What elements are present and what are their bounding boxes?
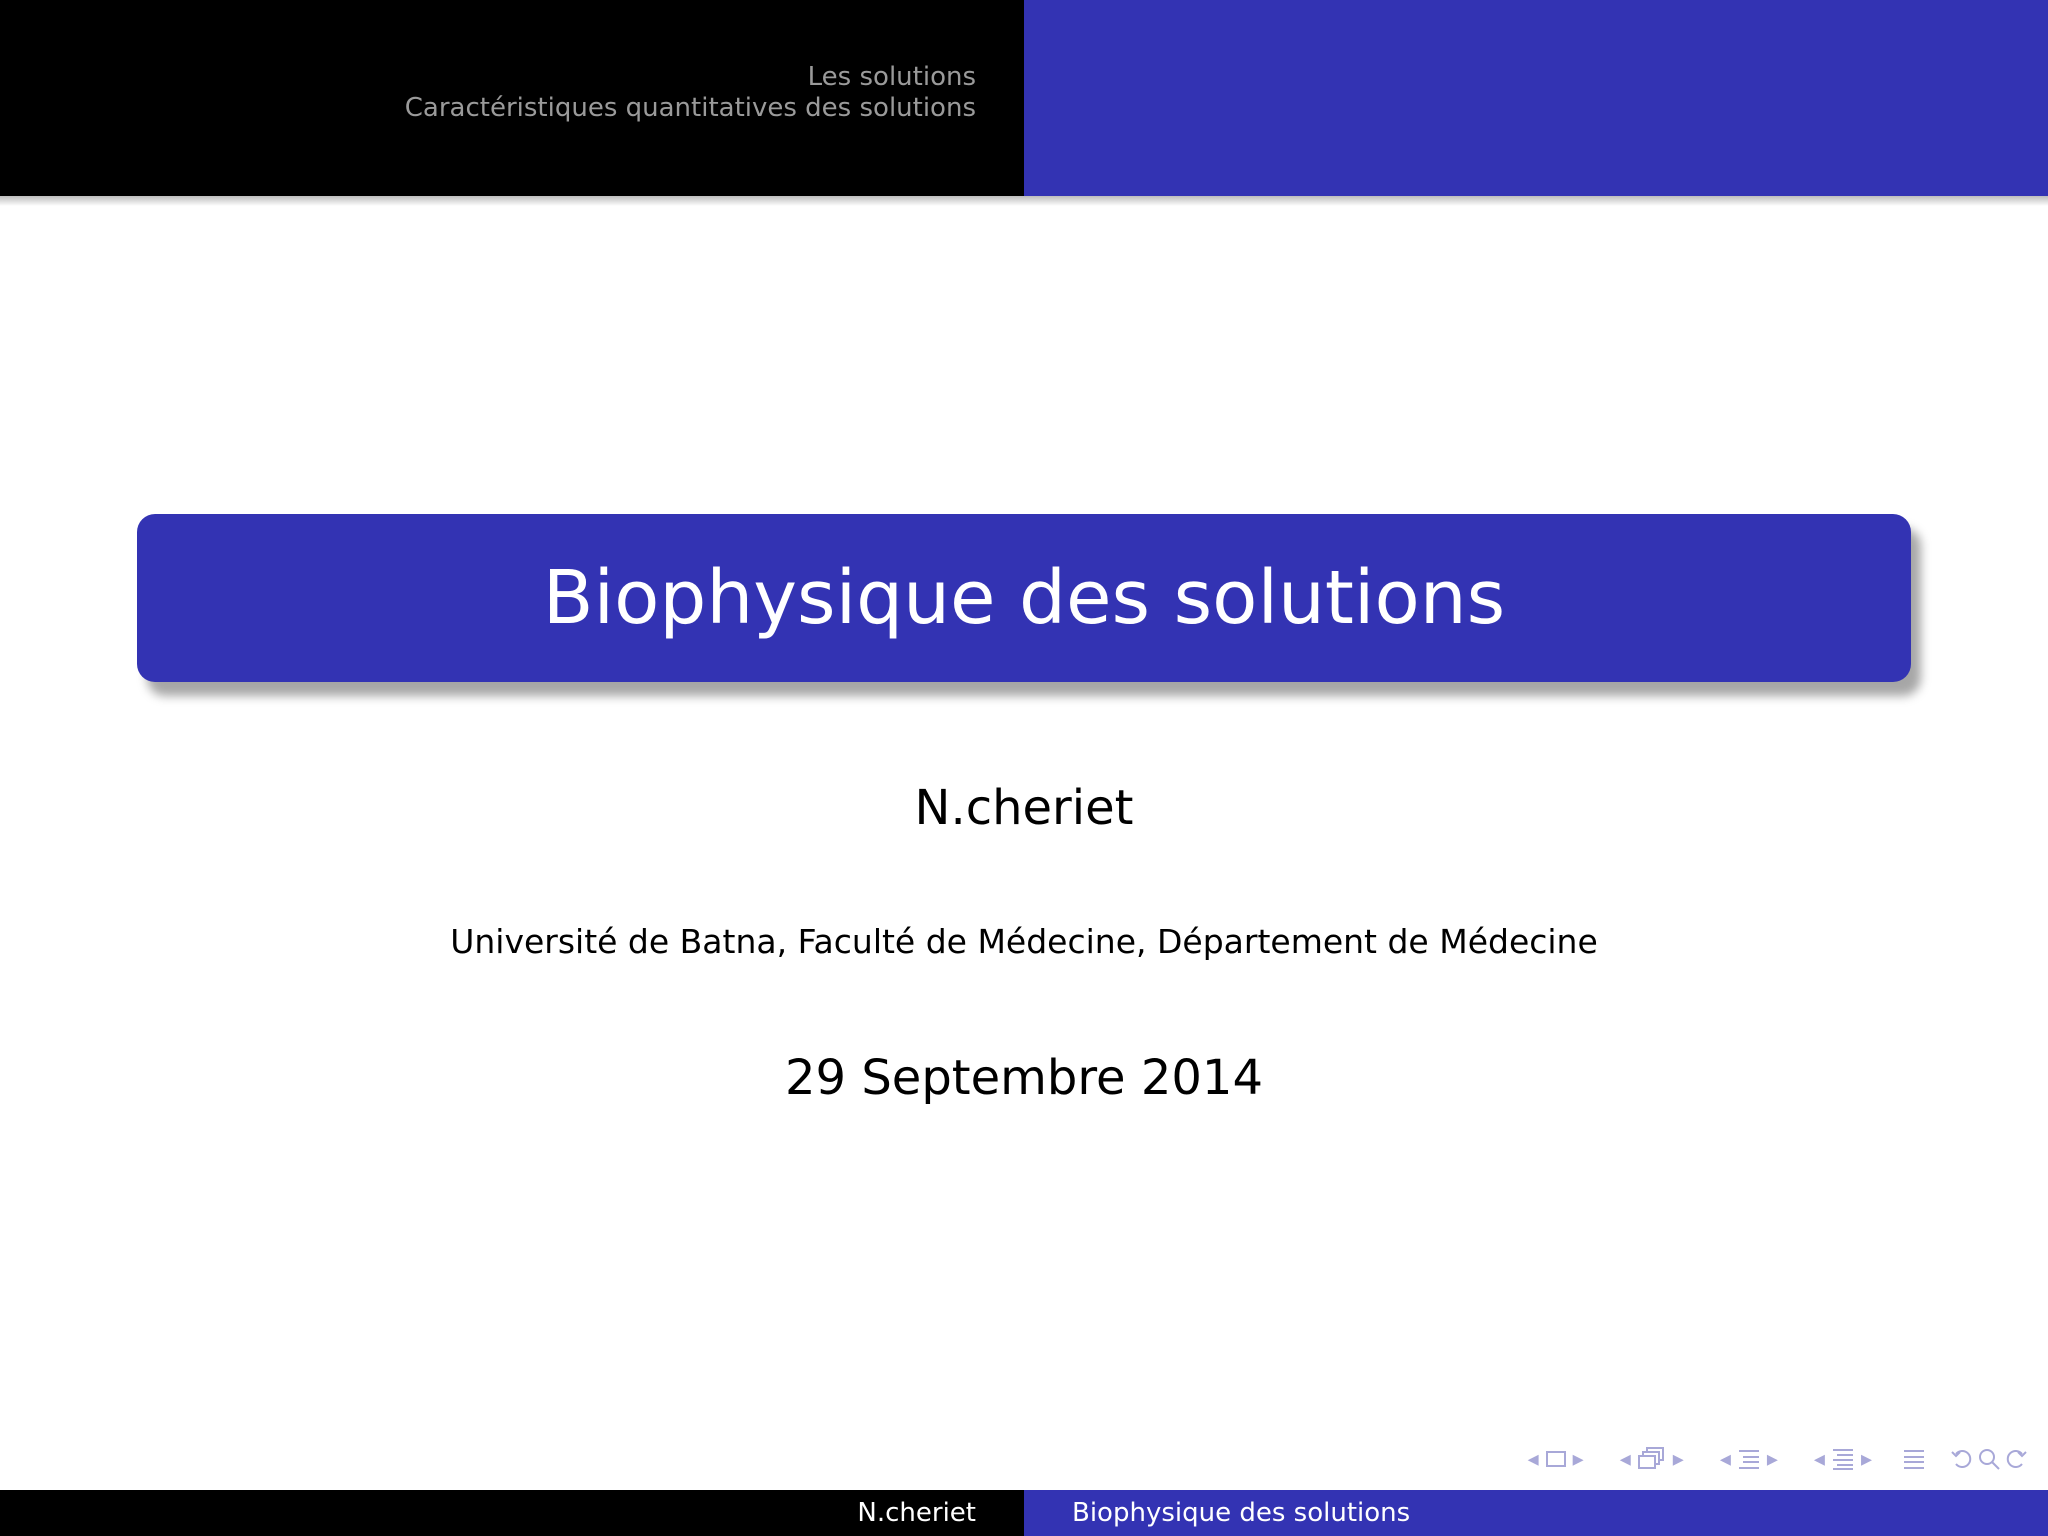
arrow-right-icon[interactable]: ▸ [1860,1446,1872,1472]
section-nav [1714,1447,1784,1472]
header-subsection-link[interactable]: Caractéristiques quantitatives des solutions [404,93,976,123]
header-section-link[interactable]: Les solutions [807,62,976,92]
frame-nav [1522,1447,1590,1472]
beamer-navigation-bar [1498,1444,2028,1474]
author-name: N.cheriet [914,780,1134,836]
footer-bar [0,1490,2048,1536]
forward-icon[interactable] [2002,1446,2028,1472]
toc-icon[interactable] [1902,1447,1926,1471]
search-icon[interactable] [1976,1446,2002,1472]
arrow-right-icon[interactable]: ▸ [1766,1446,1778,1472]
section-icon[interactable] [1737,1447,1761,1471]
institute-name: Université de Batna, Faculté de Médecine, Département de Médecine [450,922,1598,961]
subsection-icon[interactable] [1637,1446,1667,1472]
header-left-panel [0,0,1024,196]
subsection-nav [1614,1446,1690,1472]
title-box [137,514,1911,682]
toc-nav [1902,1447,1926,1471]
presentation-icon[interactable] [1831,1447,1855,1471]
header-shadow [0,196,2048,206]
presentation-date: 29 Septembre 2014 [784,1050,1263,1106]
header-bar [0,0,2048,196]
footer-author: N.cheriet [0,1490,1024,1536]
arrow-left-icon[interactable]: ◂ [1813,1446,1825,1472]
history-search-nav [1950,1446,2028,1472]
header-navigation [405,62,976,124]
arrow-right-icon[interactable]: ▸ [1672,1446,1684,1472]
footer-title: Biophysique des solutions [1024,1490,2048,1536]
back-icon[interactable] [1950,1446,1976,1472]
header-right-panel [1024,0,2048,196]
slide-title: Biophysique des solutions [542,555,1506,641]
frame-icon[interactable] [1545,1450,1567,1468]
arrow-left-icon[interactable]: ◂ [1719,1446,1731,1472]
arrow-left-icon[interactable]: ◂ [1619,1446,1631,1472]
arrow-right-icon[interactable]: ▸ [1572,1446,1584,1472]
presentation-nav [1808,1447,1878,1472]
arrow-left-icon[interactable]: ◂ [1527,1446,1539,1472]
